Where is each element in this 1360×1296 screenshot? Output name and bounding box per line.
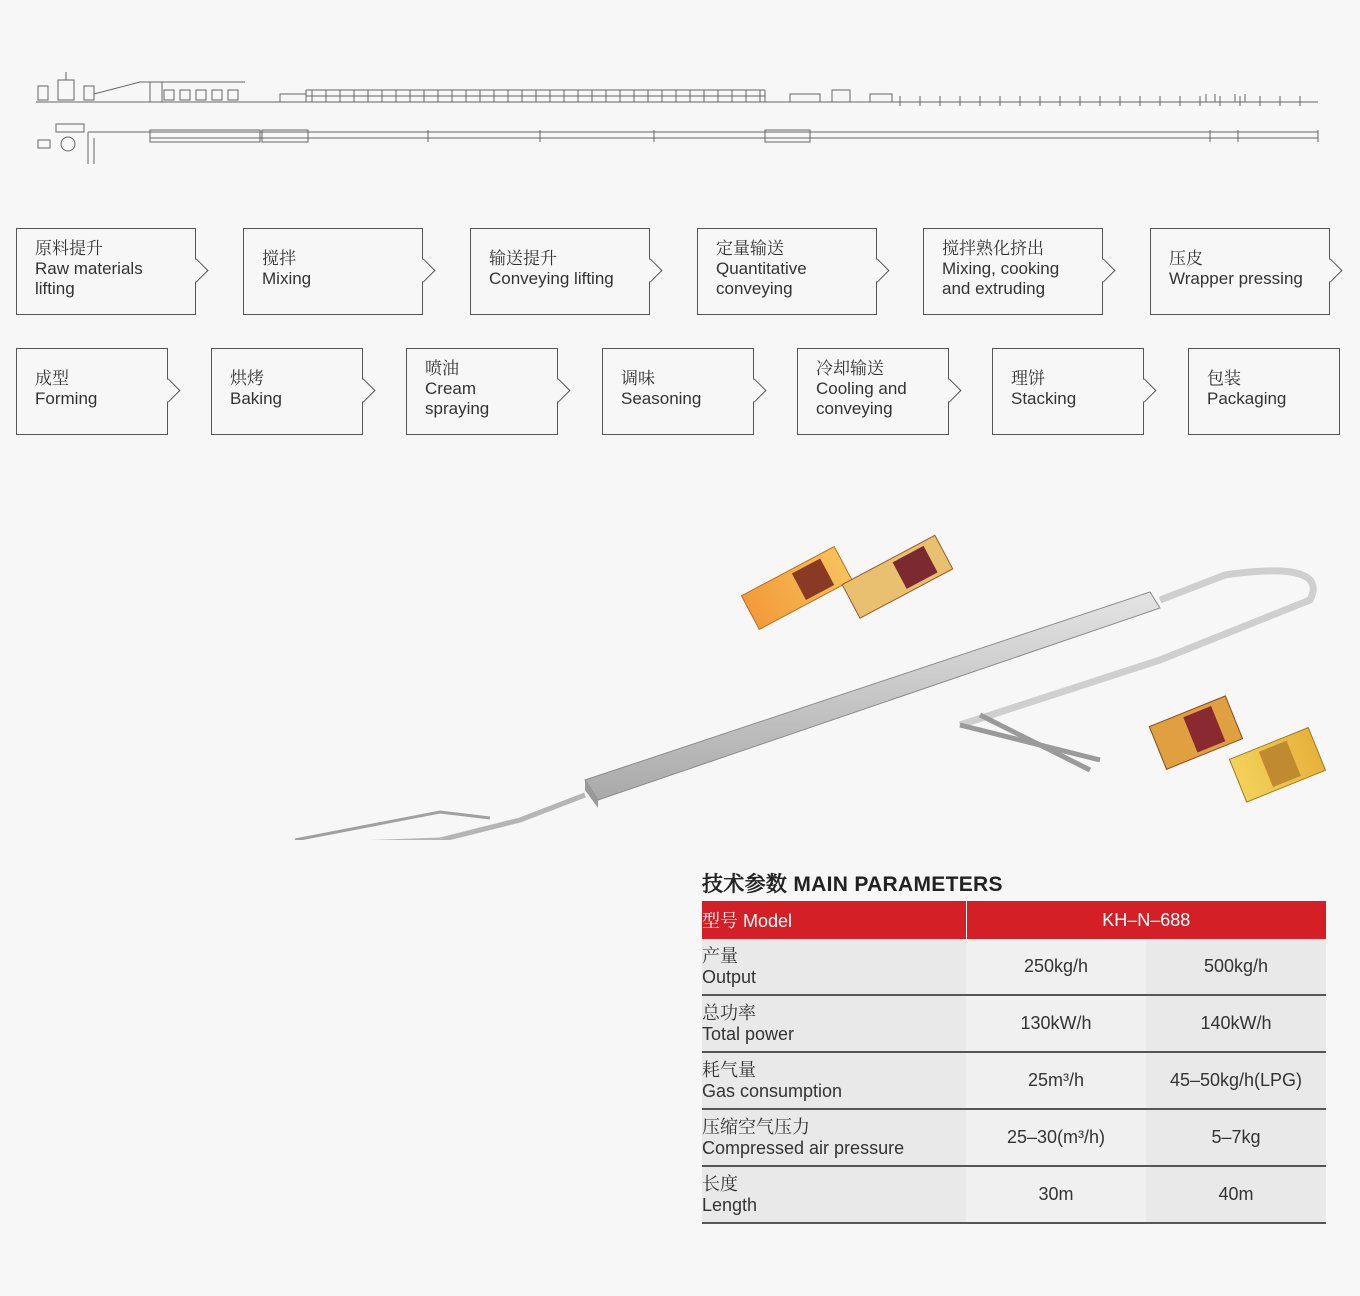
production-line-illustration: [0, 500, 1360, 840]
step-zh-label: 调味: [621, 369, 655, 388]
step-seasoning: [602, 348, 754, 435]
param-label-en: Gas consumption: [702, 1080, 843, 1101]
step-raw-materials-lifting: [16, 228, 196, 315]
step-zh-label: 烘烤: [230, 369, 264, 388]
step-en-label: Conveying lifting: [489, 269, 614, 288]
chevron-right-icon: [865, 258, 889, 282]
step-zh-label: 包装: [1207, 369, 1241, 388]
step-en-label: Wrapper pressing: [1169, 269, 1303, 288]
step-zh-label: 搅拌熟化挤出: [942, 239, 1044, 258]
step-zh-label: 成型: [35, 369, 69, 388]
param-value-1: 25–30(m³/h): [966, 1109, 1146, 1166]
param-value-2: 40m: [1146, 1166, 1326, 1223]
step-zh-label: 冷却输送: [816, 359, 884, 378]
chevron-right-icon: [411, 258, 435, 282]
step-zh-label: 理饼: [1011, 369, 1045, 388]
step-en-label: Mixing: [262, 269, 312, 288]
chevron-right-icon: [546, 378, 570, 402]
param-label: [702, 1109, 966, 1166]
step-zh-label: 搅拌: [262, 249, 296, 268]
chevron-right-icon: [351, 378, 375, 402]
production-line-schematic: [0, 60, 1360, 180]
table-row: [702, 1052, 1326, 1109]
step-zh-label: 定量输送: [716, 239, 784, 258]
chevron-right-icon: [742, 378, 766, 402]
step-en-label: Seasoning: [621, 389, 702, 408]
step-conveying-lifting: [470, 228, 650, 315]
param-label: [702, 939, 966, 995]
param-label-en: Output: [702, 966, 757, 987]
param-label-zh: 长度: [702, 1173, 738, 1194]
table-row: [702, 1109, 1326, 1166]
step-en-label: Baking: [230, 389, 282, 408]
parameters-title: 技术参数 MAIN PARAMETERS: [702, 873, 1003, 896]
param-label: [702, 1052, 966, 1109]
param-value-2: 500kg/h: [1146, 939, 1326, 995]
step-zh-label: 压皮: [1169, 249, 1203, 268]
step-en-label: Raw materials lifting: [35, 259, 143, 298]
step-wrapper-pressing: [1150, 228, 1330, 315]
step-packaging: [1188, 348, 1340, 435]
param-label-en: Total power: [702, 1023, 795, 1044]
step-stacking: [992, 348, 1144, 435]
param-label-en: Compressed air pressure: [702, 1137, 905, 1158]
param-value-1: 30m: [966, 1166, 1146, 1223]
chevron-right-icon: [1132, 378, 1156, 402]
model-value: KH–N–688: [966, 901, 1326, 939]
step-en-label: Quantitative conveying: [716, 259, 807, 298]
model-label: 型号 Model: [702, 901, 966, 939]
chevron-right-icon: [184, 258, 208, 282]
table-row: [702, 995, 1326, 1052]
step-en-label: Forming: [35, 389, 98, 408]
parameters-table: [702, 901, 1326, 1224]
step-en-label: Cooling and conveying: [816, 379, 907, 418]
table-row: [702, 1166, 1326, 1223]
param-label-zh: 产量: [702, 945, 738, 966]
chevron-right-icon: [1318, 258, 1342, 282]
param-value-1: 25m³/h: [966, 1052, 1146, 1109]
step-mixing-cooking-extruding: [923, 228, 1103, 315]
param-value-2: 5–7kg: [1146, 1109, 1326, 1166]
param-label: [702, 995, 966, 1052]
param-label-zh: 压缩空气压力: [702, 1116, 810, 1137]
param-value-1: 250kg/h: [966, 939, 1146, 995]
step-mixing: [243, 228, 423, 315]
table-header-row: [702, 901, 1326, 939]
param-value-1: 130kW/h: [966, 995, 1146, 1052]
step-zh-label: 喷油: [425, 359, 459, 378]
step-en-label: Cream spraying: [425, 379, 490, 418]
param-label-en: Length: [702, 1194, 758, 1215]
chevron-right-icon: [1091, 258, 1115, 282]
step-zh-label: 原料提升: [35, 239, 103, 258]
step-quantitative-conveying: [697, 228, 877, 315]
param-value-2: 45–50kg/h(LPG): [1146, 1052, 1326, 1109]
param-label-zh: 耗气量: [702, 1059, 756, 1080]
chevron-right-icon: [156, 378, 180, 402]
step-baking: [211, 348, 363, 435]
table-row: [702, 939, 1326, 995]
step-cream-spraying: [406, 348, 558, 435]
step-en-label: Stacking: [1011, 389, 1077, 408]
param-label: [702, 1166, 966, 1223]
step-cooling-conveying: [797, 348, 949, 435]
step-en-label: Packaging: [1207, 389, 1287, 408]
step-zh-label: 输送提升: [489, 249, 557, 268]
step-forming: [16, 348, 168, 435]
chevron-right-icon: [638, 258, 662, 282]
chevron-right-icon: [937, 378, 961, 402]
param-label-zh: 总功率: [702, 1002, 756, 1023]
step-en-label: Mixing, cooking and extruding: [942, 259, 1060, 298]
param-value-2: 140kW/h: [1146, 995, 1326, 1052]
